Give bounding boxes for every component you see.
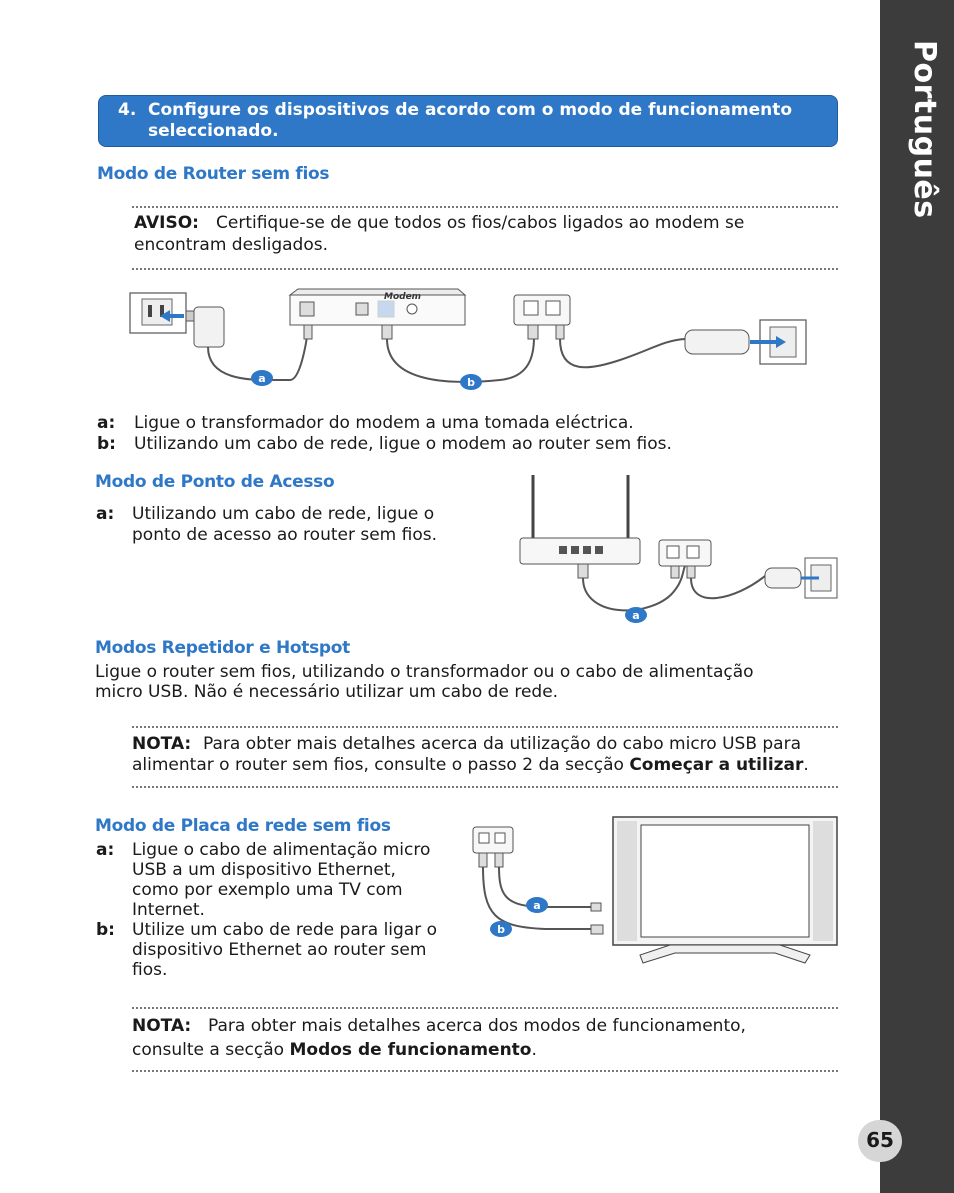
access-point-diagram xyxy=(515,470,845,630)
item-key-b: b: xyxy=(97,434,116,454)
divider xyxy=(132,786,838,788)
adapter-text-a-line: Ligue o cabo de alimentação micro xyxy=(132,840,431,860)
wireless-router-icon xyxy=(514,295,570,325)
warning-text: Certifique-se de que todos os fios/cabos ligados ao modem se xyxy=(216,213,745,233)
item-text-a: Ligue o transformador do modem a uma tomada eléctrica. xyxy=(134,413,634,433)
item-text-b: Utilizando um cabo de rede, ligue o modem ao router sem fios. xyxy=(134,434,672,454)
repeater-heading: Modos Repetidor e Hotspot xyxy=(95,638,350,658)
wall-outlet-icon xyxy=(130,293,186,333)
wireless-router-icon xyxy=(659,540,711,566)
router-mode-heading: Modo de Router sem fios xyxy=(97,164,330,184)
repeater-text: Ligue o router sem fios, utilizando o transformador ou o cabo de alimentação xyxy=(95,662,754,682)
tv-icon xyxy=(613,817,837,963)
warning-label: AVISO: xyxy=(134,213,199,233)
note-label: NOTA: xyxy=(132,734,192,754)
note-text-plain: consulte a secção xyxy=(132,1040,285,1060)
adapter-text-b-line: dispositivo Ethernet ao router sem xyxy=(132,940,427,960)
access-point-heading: Modo de Ponto de Acesso xyxy=(95,472,335,492)
note-section-ref: Começar a utilizar xyxy=(629,755,804,775)
wireless-router-icon xyxy=(473,827,513,853)
adapter-text-a-line: Internet. xyxy=(132,900,205,920)
adapter-text-a-line: como por exemplo uma TV com xyxy=(132,880,403,900)
adapter-heading: Modo de Placa de rede sem fios xyxy=(95,816,391,836)
ap-item-text: Utilizando um cabo de rede, ligue o xyxy=(132,504,435,524)
marker-b: b xyxy=(467,376,475,389)
note-end: . xyxy=(803,755,809,775)
note-text-cont xyxy=(132,1040,537,1061)
adapter-mode-diagram xyxy=(465,815,845,970)
power-adapter-icon xyxy=(186,307,224,347)
divider xyxy=(132,1007,838,1009)
power-adapter-icon xyxy=(685,330,749,354)
note-text-cont xyxy=(132,755,809,776)
ap-item-key: a: xyxy=(96,504,115,524)
note-text: Para obter mais detalhes acerca dos modos de funcionamento, xyxy=(208,1016,746,1036)
divider xyxy=(132,268,838,270)
power-adapter-icon xyxy=(765,568,801,588)
note-section-ref: Modos de funcionamento xyxy=(289,1040,532,1060)
note-label: NOTA: xyxy=(132,1016,192,1036)
adapter-text-b xyxy=(132,920,437,980)
marker-a: a xyxy=(258,372,266,385)
marker-a: a xyxy=(533,899,541,912)
modem-icon xyxy=(290,289,465,325)
modem-label: Modem xyxy=(384,292,422,302)
language-tab xyxy=(888,40,948,260)
router-mode-diagram xyxy=(120,285,820,395)
step-number: 4. xyxy=(118,100,137,120)
note-text: Para obter mais detalhes acerca da utilização do cabo micro USB para xyxy=(203,734,801,754)
step-text: Configure os dispositivos de acordo com o modo de funcionamento seleccionado. xyxy=(148,100,793,141)
note-end: . xyxy=(531,1040,537,1060)
access-point-icon xyxy=(520,475,640,564)
language-title: Português xyxy=(907,40,942,219)
adapter-text-b-line: Utilize um cabo de rede para ligar o xyxy=(132,920,438,940)
warning-text-cont: encontram desligados. xyxy=(134,235,329,255)
adapter-text-b-line: fios. xyxy=(132,960,168,980)
adapter-text-a-line: USB a um dispositivo Ethernet, xyxy=(132,860,396,880)
marker-a: a xyxy=(632,609,640,622)
divider xyxy=(132,726,838,728)
item-key-a: a: xyxy=(97,413,116,433)
adapter-key-a: a: xyxy=(96,840,115,860)
adapter-key-b: b: xyxy=(96,920,115,940)
ap-item-text-cont: ponto de acesso ao router sem fios. xyxy=(132,525,438,545)
divider xyxy=(132,206,838,208)
divider xyxy=(132,1070,838,1072)
marker-b: b xyxy=(497,923,505,936)
note-text-plain: alimentar o router sem fios, consulte o passo 2 da secção xyxy=(132,755,624,775)
page-number: 65 xyxy=(866,1128,894,1152)
adapter-text-a xyxy=(132,840,430,920)
repeater-text-cont: micro USB. Não é necessário utilizar um cabo de rede. xyxy=(95,682,559,702)
